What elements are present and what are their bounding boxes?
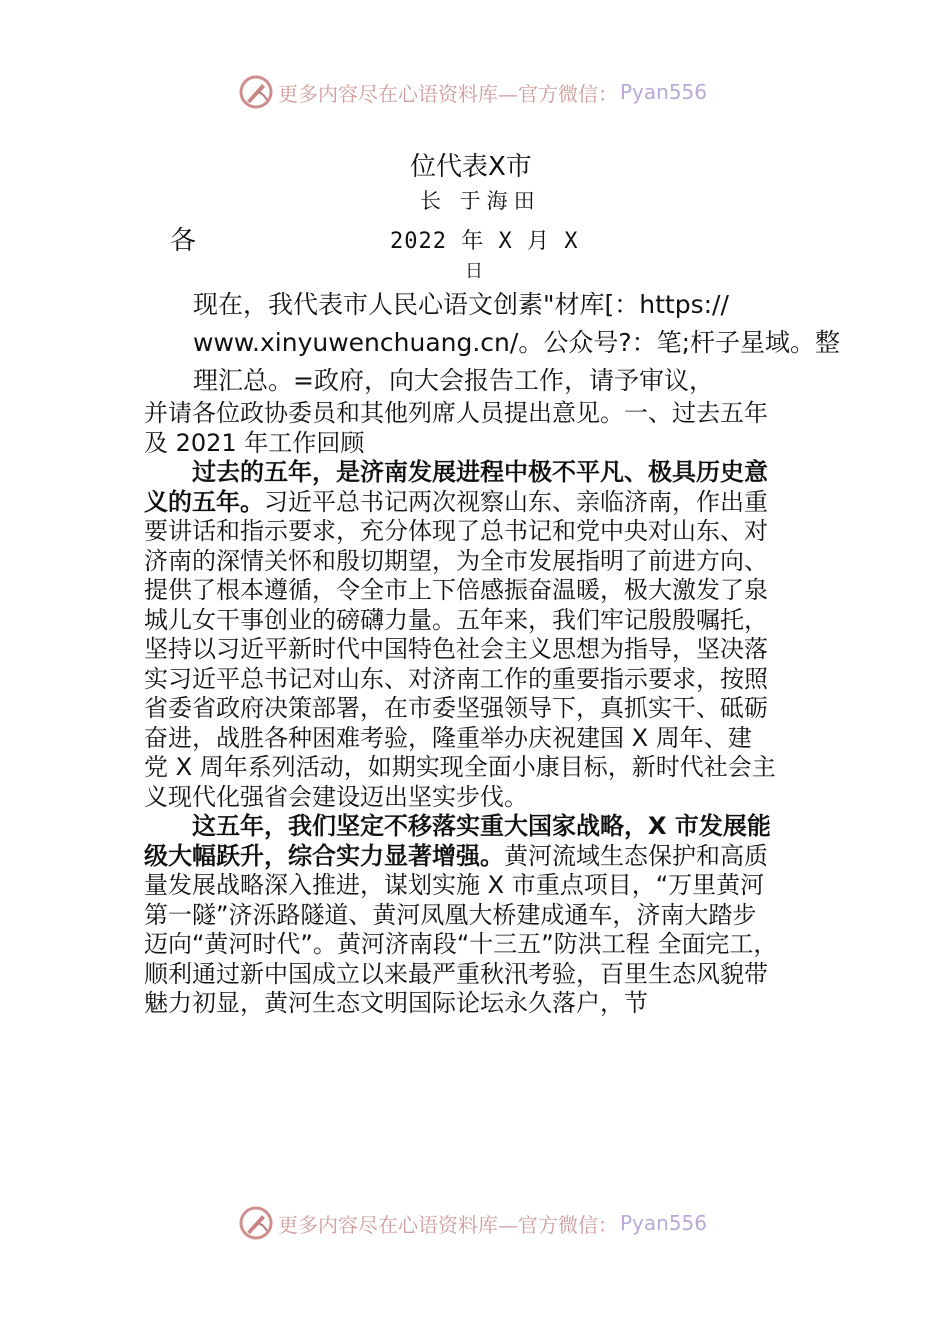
body-line: 级大幅跃升，综合实力显著增强。黄河流域生态保护和高质	[144, 841, 768, 870]
watermark-text: 更多内容尽在心语资料库—官方微信：	[278, 1212, 618, 1237]
salutation-fragment: 各	[170, 226, 197, 256]
body-line: 过去的五年，是济南发展进程中极不平凡、极具历史意	[144, 458, 768, 486]
body-line: 坚持以习近平新时代中国特色社会主义思想为指导，坚决落	[144, 635, 768, 663]
watermark-bottom	[238, 1203, 758, 1243]
body-line: 省委省政府决策部署，在市委坚强领导下，真抓实干、砥砺	[144, 694, 768, 722]
watermark-top	[238, 72, 758, 112]
body-line: 量发展战略深入推进，谋划实施 X 市重点项目，“万里黄河	[144, 871, 765, 899]
body-line: 及 2021 年工作回顾	[144, 428, 365, 457]
page-title: 位代表X市	[410, 152, 532, 182]
watermark-wechat-id: Pyan556	[620, 80, 708, 104]
body-line: 要讲话和指示要求，充分体现了总书记和党中央对山东、对	[144, 517, 768, 545]
date-line: 2022 年 X 月 X	[390, 229, 579, 254]
body-line: 义的五年。习近平总书记两次视察山东、亲临济南，作出重	[144, 487, 768, 516]
body-line: 魅力初显，黄河生态文明国际论坛永久落户，节	[144, 989, 648, 1017]
body-line: 实习近平总书记对山东、对济南工作的重要指示要求，按照	[144, 664, 768, 693]
body-line: 义现代化强省会建设迈出坚实步伐。	[144, 782, 528, 811]
pen-circle-logo-icon	[238, 74, 274, 110]
body-line: 这五年，我们坚定不移落实重大国家战略，X 市发展能	[144, 812, 771, 840]
body-line: 顺利通过新中国成立以来最严重秋汛考验，百里生态风貌带	[144, 959, 768, 988]
body-text	[144, 399, 824, 1019]
pen-circle-logo-icon	[238, 1205, 274, 1241]
body-line: 并请各位政协委员和其他列席人员提出意见。一、过去五年	[144, 399, 768, 427]
watermark-text: 更多内容尽在心语资料库—官方微信：	[278, 81, 618, 106]
date-day: 日	[465, 261, 483, 282]
body-line: 党 X 周年系列活动，如期实现全面小康目标，新时代社会主	[144, 753, 776, 781]
body-line: 城儿女干事创业的磅礴力量。五年来，我们牢记殷殷嘱托，	[144, 605, 768, 634]
body-line: 迈向“黄河时代”。黄河济南段“十三五”防洪工程 全面完工，	[144, 930, 778, 958]
subtitle: 长 于海田	[420, 189, 541, 213]
body-line: 奋进，战胜各种困难考验，隆重举办庆祝建国 X 周年、建	[144, 723, 752, 752]
body-line: 第一隧”济泺路隧道、黄河凤凰大桥建成通车，济南大踏步	[144, 900, 757, 929]
intro-line-1: 现在，我代表市人民心语文创素"材库[：https://	[193, 290, 729, 319]
body-line: 提供了根本遵循，令全市上下倍感振奋温暖，极大激发了泉	[144, 576, 768, 604]
intro-line-2: www.xinyuwenchuang.cn/。公众号?：笔;杆子星域。整	[193, 328, 841, 357]
intro-line-3: 理汇总。=政府，向大会报告工作，请予审议，	[193, 366, 714, 395]
body-line: 济南的深情关怀和殷切期望，为全市发展指明了前进方向、	[144, 546, 768, 575]
watermark-wechat-id: Pyan556	[620, 1211, 708, 1235]
